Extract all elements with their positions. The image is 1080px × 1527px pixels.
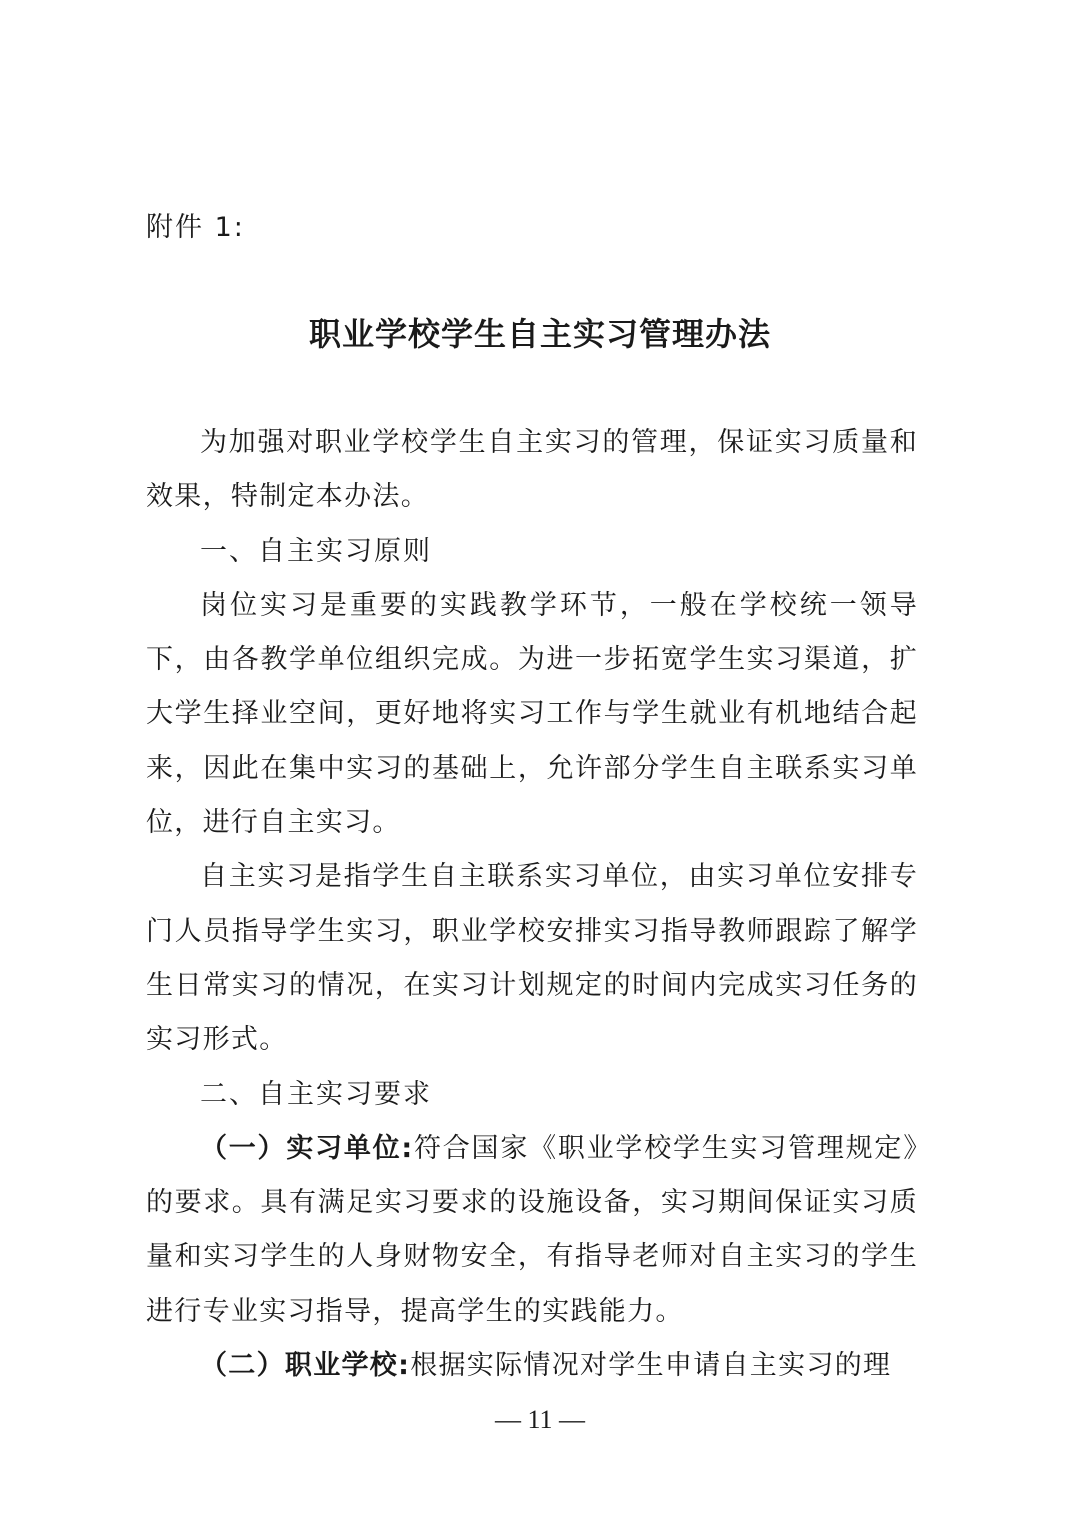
document-body	[146, 416, 918, 1393]
item-2-label: （二）职业学校:	[200, 1350, 411, 1382]
intro-paragraph: 为加强对职业学校学生自主实习的管理，保证实习质量和效果，特制定本办法。	[146, 427, 918, 513]
section-2-item-2	[146, 1339, 918, 1393]
section-1-heading: 一、自主实习原则	[200, 535, 432, 567]
section-1-paragraph-2: 自主实习是指学生自主联系实习单位，由实习单位安排专门人员指导学生实习，职业学校安排实习指导教师跟踪了解学生日常实习的情况，在实习计划规定的时间内完成实习任务的实习形式。	[146, 861, 918, 1056]
section-2-heading: 二、自主实习要求	[200, 1078, 432, 1110]
section-1-paragraph-1: 岗位实习是重要的实践教学环节，一般在学校统一领导下，由各教学单位组织完成。为进一步拓宽学生实习渠道，扩大学生择业空间，更好地将实习工作与学生就业有机地结合起来，因此在集中实习的基础上，允许部分学生自主联系实习单位，进行自主实习。	[146, 589, 918, 839]
document-title: 职业学校学生自主实习管理办法	[308, 315, 771, 353]
item-2-text: 根据实际情况对学生申请自主实习的理	[410, 1350, 892, 1382]
page-number: — 11 —	[494, 1405, 586, 1434]
attachment-label: 附件 1:	[146, 212, 245, 243]
item-1-label: （一）实习单位:	[200, 1132, 414, 1164]
section-2-item-1	[146, 1122, 918, 1339]
item-1-text: 符合国家《职业学校学生实习管理规定》的要求。具有满足实习要求的设施设备，实习期间保证实习质量和实习学生的人身财物安全，有指导老师对自主实习的学生进行专业实习指导，提高学生的实践能力。	[146, 1132, 918, 1327]
